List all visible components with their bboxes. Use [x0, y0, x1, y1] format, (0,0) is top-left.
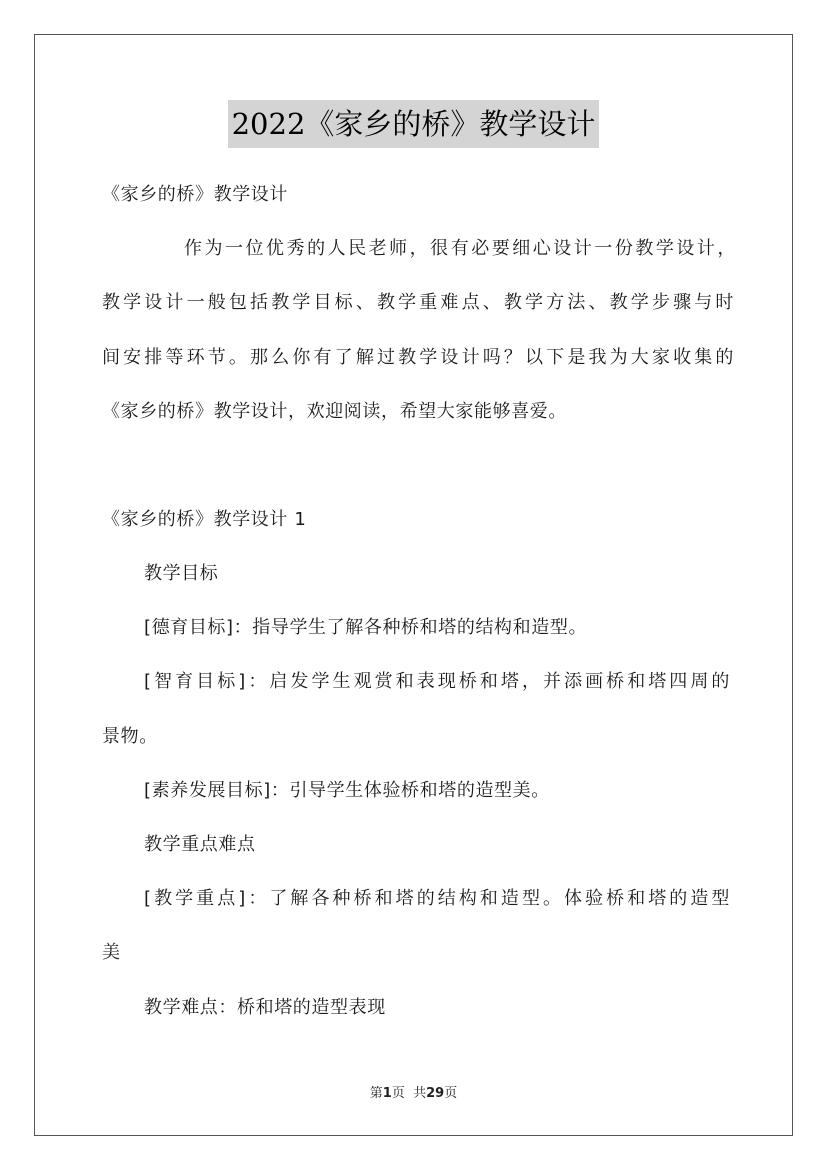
- footer-page-number: 1: [382, 1086, 392, 1101]
- footer-mid: 页 共: [391, 1086, 427, 1101]
- goal-intellect-line-2: 景物。: [102, 726, 158, 747]
- goals-heading: 教学目标: [144, 563, 219, 584]
- goal-quality: [素养发展目标]：引导学生体验桥和塔的造型美。: [144, 780, 550, 801]
- goal-moral: [德育目标]：指导学生了解各种桥和塔的结构和造型。: [144, 617, 588, 638]
- section-heading: 《家乡的桥》教学设计 1: [102, 509, 307, 530]
- intro-line-1: 作为一位优秀的人民老师，很有必要细心设计一份教学设计，: [184, 238, 736, 259]
- document-title-text: 2022《家乡的桥》教学设计: [228, 100, 600, 148]
- intro-line-2: 教学设计一般包括教学目标、教学重难点、教学方法、教学步骤与时: [102, 292, 734, 313]
- footer-prefix: 第: [369, 1086, 383, 1101]
- footer-suffix: 页: [444, 1086, 458, 1101]
- intro-line-4: 《家乡的桥》教学设计，欢迎阅读，希望大家能够喜爱。: [102, 401, 567, 422]
- footer-total-pages: 29: [426, 1086, 445, 1101]
- page-footer: [0, 1082, 827, 1101]
- document-title: [0, 100, 827, 148]
- keypoints-heading: 教学重点难点: [144, 834, 256, 855]
- document-subtitle: 《家乡的桥》教学设计: [102, 184, 288, 205]
- difficulty-line: 教学难点：桥和塔的造型表现: [144, 997, 386, 1018]
- key-point-line-1: [教学重点]：了解各种桥和塔的结构和造型。体验桥和塔的造型: [144, 888, 730, 909]
- goal-intellect-line-1: [智育目标]：启发学生观赏和表现桥和塔，并添画桥和塔四周的: [144, 671, 730, 692]
- key-point-line-2: 美: [102, 942, 121, 963]
- intro-line-3: 间安排等环节。那么你有了解过教学设计吗？以下是我为大家收集的: [102, 347, 734, 368]
